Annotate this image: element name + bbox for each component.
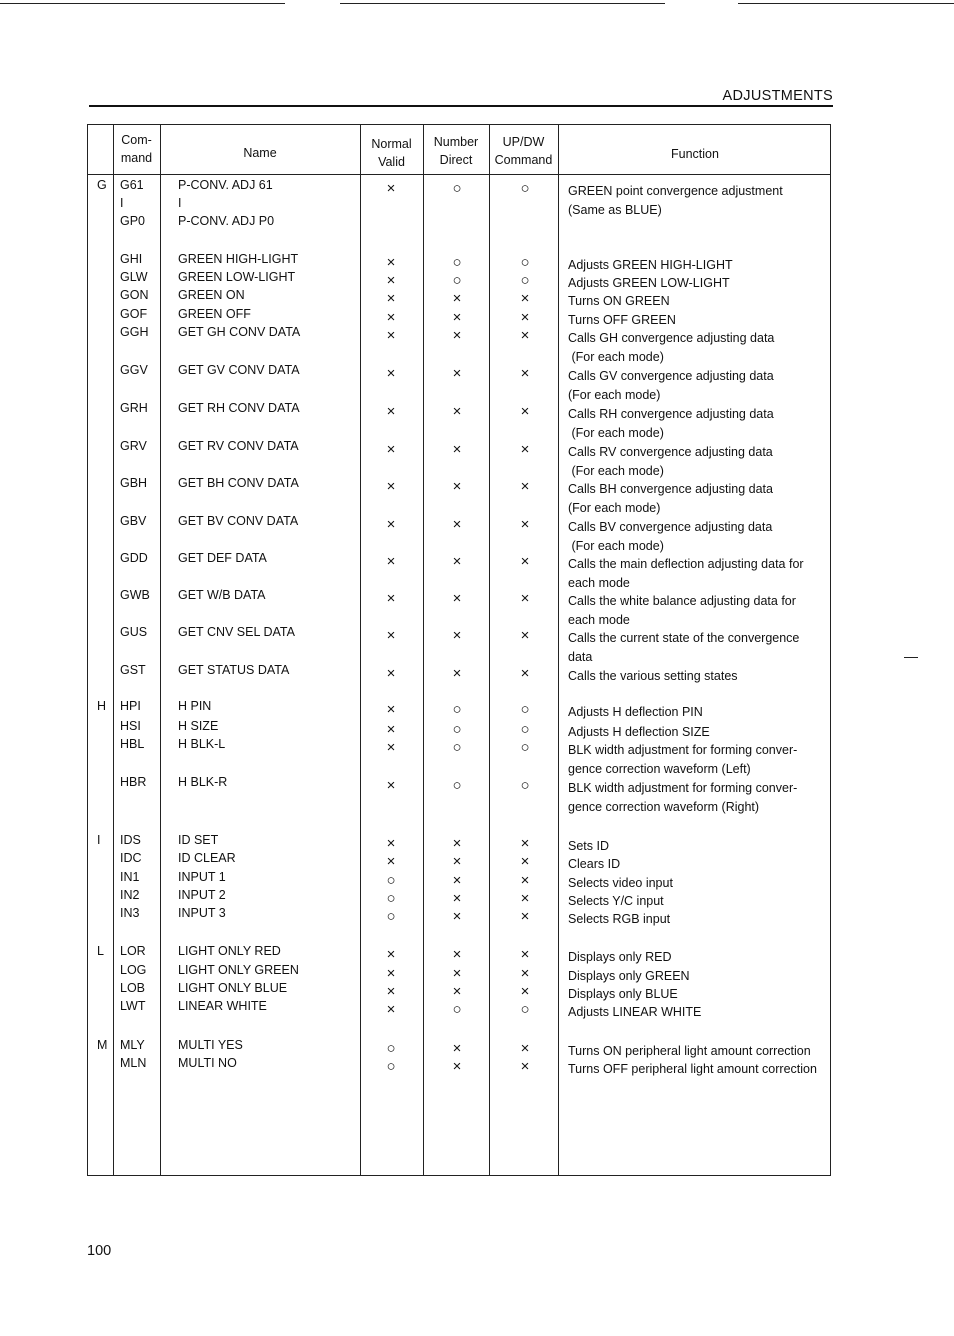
row-function: Selects RGB input bbox=[568, 912, 671, 926]
row-number-direct: ○ bbox=[452, 701, 462, 718]
row-normal-valid: × bbox=[386, 835, 396, 852]
row-updw-command: × bbox=[520, 965, 530, 982]
row-updw-command: ○ bbox=[520, 701, 530, 718]
row-updw-command: × bbox=[520, 908, 530, 925]
row-number-direct: × bbox=[452, 290, 462, 307]
row-function: Selects video input bbox=[568, 876, 673, 890]
row-name: H BLK-L bbox=[178, 737, 226, 751]
row-number-direct: ○ bbox=[452, 254, 462, 271]
row-name: GET RH CONV DATA bbox=[178, 401, 300, 415]
row-command: GOF bbox=[120, 307, 148, 321]
row-name: GREEN LOW-LIGHT bbox=[178, 270, 296, 284]
row-updw-command: × bbox=[520, 553, 530, 570]
row-normal-valid: × bbox=[386, 272, 396, 289]
row-name: P-CONV. ADJ 61 bbox=[178, 178, 273, 192]
row-updw-command: × bbox=[520, 309, 530, 326]
col-divider bbox=[489, 125, 490, 1175]
row-number-direct: × bbox=[452, 946, 462, 963]
row-command: GBV bbox=[120, 514, 147, 528]
top-rule-left bbox=[0, 3, 285, 4]
row-command: G61 bbox=[120, 178, 144, 192]
row-updw-command: ○ bbox=[520, 777, 530, 794]
row-normal-valid: × bbox=[386, 965, 396, 982]
row-function: Calls GV convergence adjusting data (For each mode) bbox=[568, 369, 774, 402]
row-name: GET BH CONV DATA bbox=[178, 476, 299, 490]
header-normal-valid: Normal Valid bbox=[371, 137, 412, 169]
row-number-direct: × bbox=[452, 853, 462, 870]
row-updw-command: × bbox=[520, 853, 530, 870]
row-function: Calls BH convergence adjusting data (For each mode) bbox=[568, 482, 773, 515]
row-normal-valid: × bbox=[386, 553, 396, 570]
row-command: GGV bbox=[120, 363, 148, 377]
row-number-direct: × bbox=[452, 553, 462, 570]
row-command: GUS bbox=[120, 625, 148, 639]
row-command: I bbox=[120, 196, 124, 210]
row-function: Clears ID bbox=[568, 857, 621, 871]
row-group: I bbox=[97, 833, 101, 847]
row-function: Calls the main deflection adjusting data for each mode bbox=[568, 557, 804, 590]
row-normal-valid: × bbox=[386, 180, 396, 197]
row-normal-valid: ○ bbox=[386, 1040, 396, 1057]
row-name: GREEN HIGH-LIGHT bbox=[178, 252, 299, 266]
row-number-direct: × bbox=[452, 441, 462, 458]
header-number-direct: Number Direct bbox=[433, 135, 479, 167]
row-function: Calls the white balance adjusting data for each mode bbox=[568, 594, 796, 627]
row-name: GREEN ON bbox=[178, 288, 245, 302]
row-command: IN2 bbox=[120, 888, 140, 902]
row-function: Turns OFF GREEN bbox=[568, 313, 676, 327]
row-normal-valid: × bbox=[386, 627, 396, 644]
row-updw-command: × bbox=[520, 872, 530, 889]
margin-mark bbox=[904, 657, 918, 658]
row-function: Adjusts H deflection SIZE bbox=[568, 725, 710, 739]
col-divider bbox=[558, 125, 559, 1175]
row-command: HBR bbox=[120, 775, 147, 789]
row-name: GET RV CONV DATA bbox=[178, 439, 299, 453]
row-updw-command: ○ bbox=[520, 739, 530, 756]
header-function: Function bbox=[671, 147, 719, 161]
row-updw-command: × bbox=[520, 665, 530, 682]
row-normal-valid: × bbox=[386, 1001, 396, 1018]
row-number-direct: ○ bbox=[452, 180, 462, 197]
row-command: GHI bbox=[120, 252, 143, 266]
row-function: Adjusts LINEAR WHITE bbox=[568, 1005, 702, 1019]
row-normal-valid: × bbox=[386, 665, 396, 682]
row-command: GGH bbox=[120, 325, 149, 339]
row-command: GWB bbox=[120, 588, 150, 602]
row-function: Calls the current state of the convergence data bbox=[568, 631, 800, 664]
row-function: Adjusts H deflection PIN bbox=[568, 705, 703, 719]
row-normal-valid: ○ bbox=[386, 908, 396, 925]
row-group: M bbox=[97, 1038, 108, 1052]
row-updw-command: × bbox=[520, 290, 530, 307]
row-name: LIGHT ONLY BLUE bbox=[178, 981, 288, 995]
row-function: Adjusts GREEN LOW-LIGHT bbox=[568, 276, 730, 290]
row-name: GET GV CONV DATA bbox=[178, 363, 300, 377]
row-number-direct: × bbox=[452, 665, 462, 682]
row-number-direct: ○ bbox=[452, 739, 462, 756]
row-normal-valid: × bbox=[386, 327, 396, 344]
row-number-direct: × bbox=[452, 478, 462, 495]
col-divider bbox=[160, 125, 161, 1175]
header-updw-command: UP/DW Command bbox=[494, 135, 553, 167]
row-number-direct: × bbox=[452, 365, 462, 382]
row-normal-valid: × bbox=[386, 721, 396, 738]
row-function: Calls RH convergence adjusting data (For each mode) bbox=[568, 407, 774, 440]
row-number-direct: ○ bbox=[452, 272, 462, 289]
row-name: GREEN OFF bbox=[178, 307, 251, 321]
row-name: GET GH CONV DATA bbox=[178, 325, 301, 339]
row-command: LOG bbox=[120, 963, 147, 977]
row-group: L bbox=[97, 944, 104, 958]
row-command: MLY bbox=[120, 1038, 145, 1052]
row-updw-command: × bbox=[520, 590, 530, 607]
row-updw-command: ○ bbox=[520, 180, 530, 197]
row-number-direct: × bbox=[452, 983, 462, 1000]
row-group: G bbox=[97, 178, 107, 192]
row-normal-valid: × bbox=[386, 983, 396, 1000]
row-command: LOR bbox=[120, 944, 146, 958]
row-number-direct: ○ bbox=[452, 777, 462, 794]
row-normal-valid: × bbox=[386, 777, 396, 794]
row-number-direct: × bbox=[452, 890, 462, 907]
row-updw-command: ○ bbox=[520, 254, 530, 271]
row-command: GRV bbox=[120, 439, 147, 453]
row-normal-valid: ○ bbox=[386, 890, 396, 907]
row-normal-valid: × bbox=[386, 853, 396, 870]
row-function: Turns ON peripheral light amount correction bbox=[568, 1044, 811, 1058]
row-name: ID CLEAR bbox=[178, 851, 236, 865]
row-normal-valid: × bbox=[386, 403, 396, 420]
row-number-direct: × bbox=[452, 627, 462, 644]
row-name: GET W/B DATA bbox=[178, 588, 266, 602]
row-name: ID SET bbox=[178, 833, 219, 847]
row-command: GST bbox=[120, 663, 146, 677]
row-name: INPUT 3 bbox=[178, 906, 226, 920]
row-number-direct: × bbox=[452, 835, 462, 852]
row-function: BLK width adjustment for forming conver- gence correction waveform (Left) bbox=[568, 743, 798, 776]
row-updw-command: × bbox=[520, 890, 530, 907]
row-updw-command: × bbox=[520, 441, 530, 458]
row-command: GRH bbox=[120, 401, 148, 415]
row-updw-command: × bbox=[520, 946, 530, 963]
row-normal-valid: × bbox=[386, 701, 396, 718]
row-normal-valid: × bbox=[386, 478, 396, 495]
page-number: 100 bbox=[87, 1243, 112, 1259]
row-name: INPUT 1 bbox=[178, 870, 226, 884]
row-number-direct: × bbox=[452, 965, 462, 982]
row-updw-command: × bbox=[520, 403, 530, 420]
row-updw-command: × bbox=[520, 835, 530, 852]
col-divider bbox=[113, 125, 114, 1175]
top-rule-right bbox=[738, 3, 954, 4]
row-number-direct: × bbox=[452, 327, 462, 344]
row-command: HSI bbox=[120, 719, 141, 733]
row-function: Turns ON GREEN bbox=[568, 294, 670, 308]
row-name: H SIZE bbox=[178, 719, 219, 733]
row-number-direct: ○ bbox=[452, 721, 462, 738]
row-name: GET DEF DATA bbox=[178, 551, 267, 565]
row-number-direct: × bbox=[452, 516, 462, 533]
row-updw-command: × bbox=[520, 365, 530, 382]
row-function: Adjusts GREEN HIGH-LIGHT bbox=[568, 258, 733, 272]
row-function: Calls BV convergence adjusting data (For each mode) bbox=[568, 520, 773, 553]
row-command: MLN bbox=[120, 1056, 147, 1070]
row-function: Calls RV convergence adjusting data (For each mode) bbox=[568, 445, 773, 478]
row-updw-command: × bbox=[520, 1058, 530, 1075]
section-header: ADJUSTMENTS bbox=[722, 88, 833, 104]
row-normal-valid: × bbox=[386, 290, 396, 307]
row-number-direct: × bbox=[452, 908, 462, 925]
row-function: Calls GH convergence adjusting data (For each mode) bbox=[568, 331, 775, 364]
command-table bbox=[87, 124, 831, 1176]
row-name: GET STATUS DATA bbox=[178, 663, 290, 677]
header-divider bbox=[88, 174, 830, 175]
row-command: GDD bbox=[120, 551, 148, 565]
row-command: IDC bbox=[120, 851, 142, 865]
row-number-direct: × bbox=[452, 590, 462, 607]
row-command: LWT bbox=[120, 999, 146, 1013]
row-number-direct: × bbox=[452, 403, 462, 420]
row-normal-valid: ○ bbox=[386, 1058, 396, 1075]
row-updw-command: ○ bbox=[520, 272, 530, 289]
row-name: H BLK-R bbox=[178, 775, 228, 789]
row-updw-command: × bbox=[520, 627, 530, 644]
row-function: Turns OFF peripheral light amount correction bbox=[568, 1062, 817, 1076]
row-command: IN1 bbox=[120, 870, 140, 884]
row-normal-valid: × bbox=[386, 739, 396, 756]
row-updw-command: × bbox=[520, 1040, 530, 1057]
row-command: IN3 bbox=[120, 906, 140, 920]
row-function: Displays only BLUE bbox=[568, 987, 678, 1001]
row-normal-valid: × bbox=[386, 441, 396, 458]
row-updw-command: × bbox=[520, 516, 530, 533]
header-rule bbox=[89, 105, 833, 107]
row-name: LINEAR WHITE bbox=[178, 999, 267, 1013]
row-number-direct: ○ bbox=[452, 1001, 462, 1018]
row-number-direct: × bbox=[452, 1058, 462, 1075]
row-number-direct: × bbox=[452, 309, 462, 326]
row-name: MULTI YES bbox=[178, 1038, 243, 1052]
row-updw-command: × bbox=[520, 983, 530, 1000]
row-updw-command: × bbox=[520, 327, 530, 344]
row-updw-command: × bbox=[520, 478, 530, 495]
row-name: LIGHT ONLY GREEN bbox=[178, 963, 299, 977]
row-number-direct: × bbox=[452, 872, 462, 889]
row-command: IDS bbox=[120, 833, 141, 847]
header-name: Name bbox=[243, 146, 277, 160]
row-name: INPUT 2 bbox=[178, 888, 226, 902]
col-divider bbox=[360, 125, 361, 1175]
col-divider bbox=[423, 125, 424, 1175]
row-normal-valid: × bbox=[386, 365, 396, 382]
row-normal-valid: × bbox=[386, 309, 396, 326]
top-rule-middle bbox=[340, 3, 665, 4]
row-function: BLK width adjustment for forming conver- gence correction waveform (Right) bbox=[568, 781, 798, 814]
row-normal-valid: × bbox=[386, 516, 396, 533]
row-normal-valid: ○ bbox=[386, 872, 396, 889]
row-command: GP0 bbox=[120, 214, 146, 228]
row-command: HBL bbox=[120, 737, 145, 751]
row-updw-command: ○ bbox=[520, 721, 530, 738]
header-command: Com- mand bbox=[120, 133, 153, 165]
row-name: GET CNV SEL DATA bbox=[178, 625, 295, 639]
row-name: I bbox=[178, 196, 182, 210]
row-normal-valid: × bbox=[386, 590, 396, 607]
row-name: H PIN bbox=[178, 699, 212, 713]
row-function: Sets ID bbox=[568, 839, 609, 853]
row-command: LOB bbox=[120, 981, 146, 995]
row-function: Displays only GREEN bbox=[568, 969, 690, 983]
row-name: GET BV CONV DATA bbox=[178, 514, 299, 528]
row-function: Displays only RED bbox=[568, 950, 672, 964]
row-name: P-CONV. ADJ P0 bbox=[178, 214, 275, 228]
row-command: GLW bbox=[120, 270, 148, 284]
row-group: H bbox=[97, 699, 107, 713]
row-command: GBH bbox=[120, 476, 148, 490]
row-command: HPI bbox=[120, 699, 141, 713]
row-function: GREEN point convergence adjustment (Same as BLUE) bbox=[568, 184, 783, 217]
row-name: MULTI NO bbox=[178, 1056, 237, 1070]
row-updw-command: ○ bbox=[520, 1001, 530, 1018]
row-normal-valid: × bbox=[386, 254, 396, 271]
row-name: LIGHT ONLY RED bbox=[178, 944, 281, 958]
row-number-direct: × bbox=[452, 1040, 462, 1057]
row-function: Calls the various setting states bbox=[568, 669, 738, 683]
row-function: Selects Y/C input bbox=[568, 894, 664, 908]
row-normal-valid: × bbox=[386, 946, 396, 963]
row-command: GON bbox=[120, 288, 149, 302]
